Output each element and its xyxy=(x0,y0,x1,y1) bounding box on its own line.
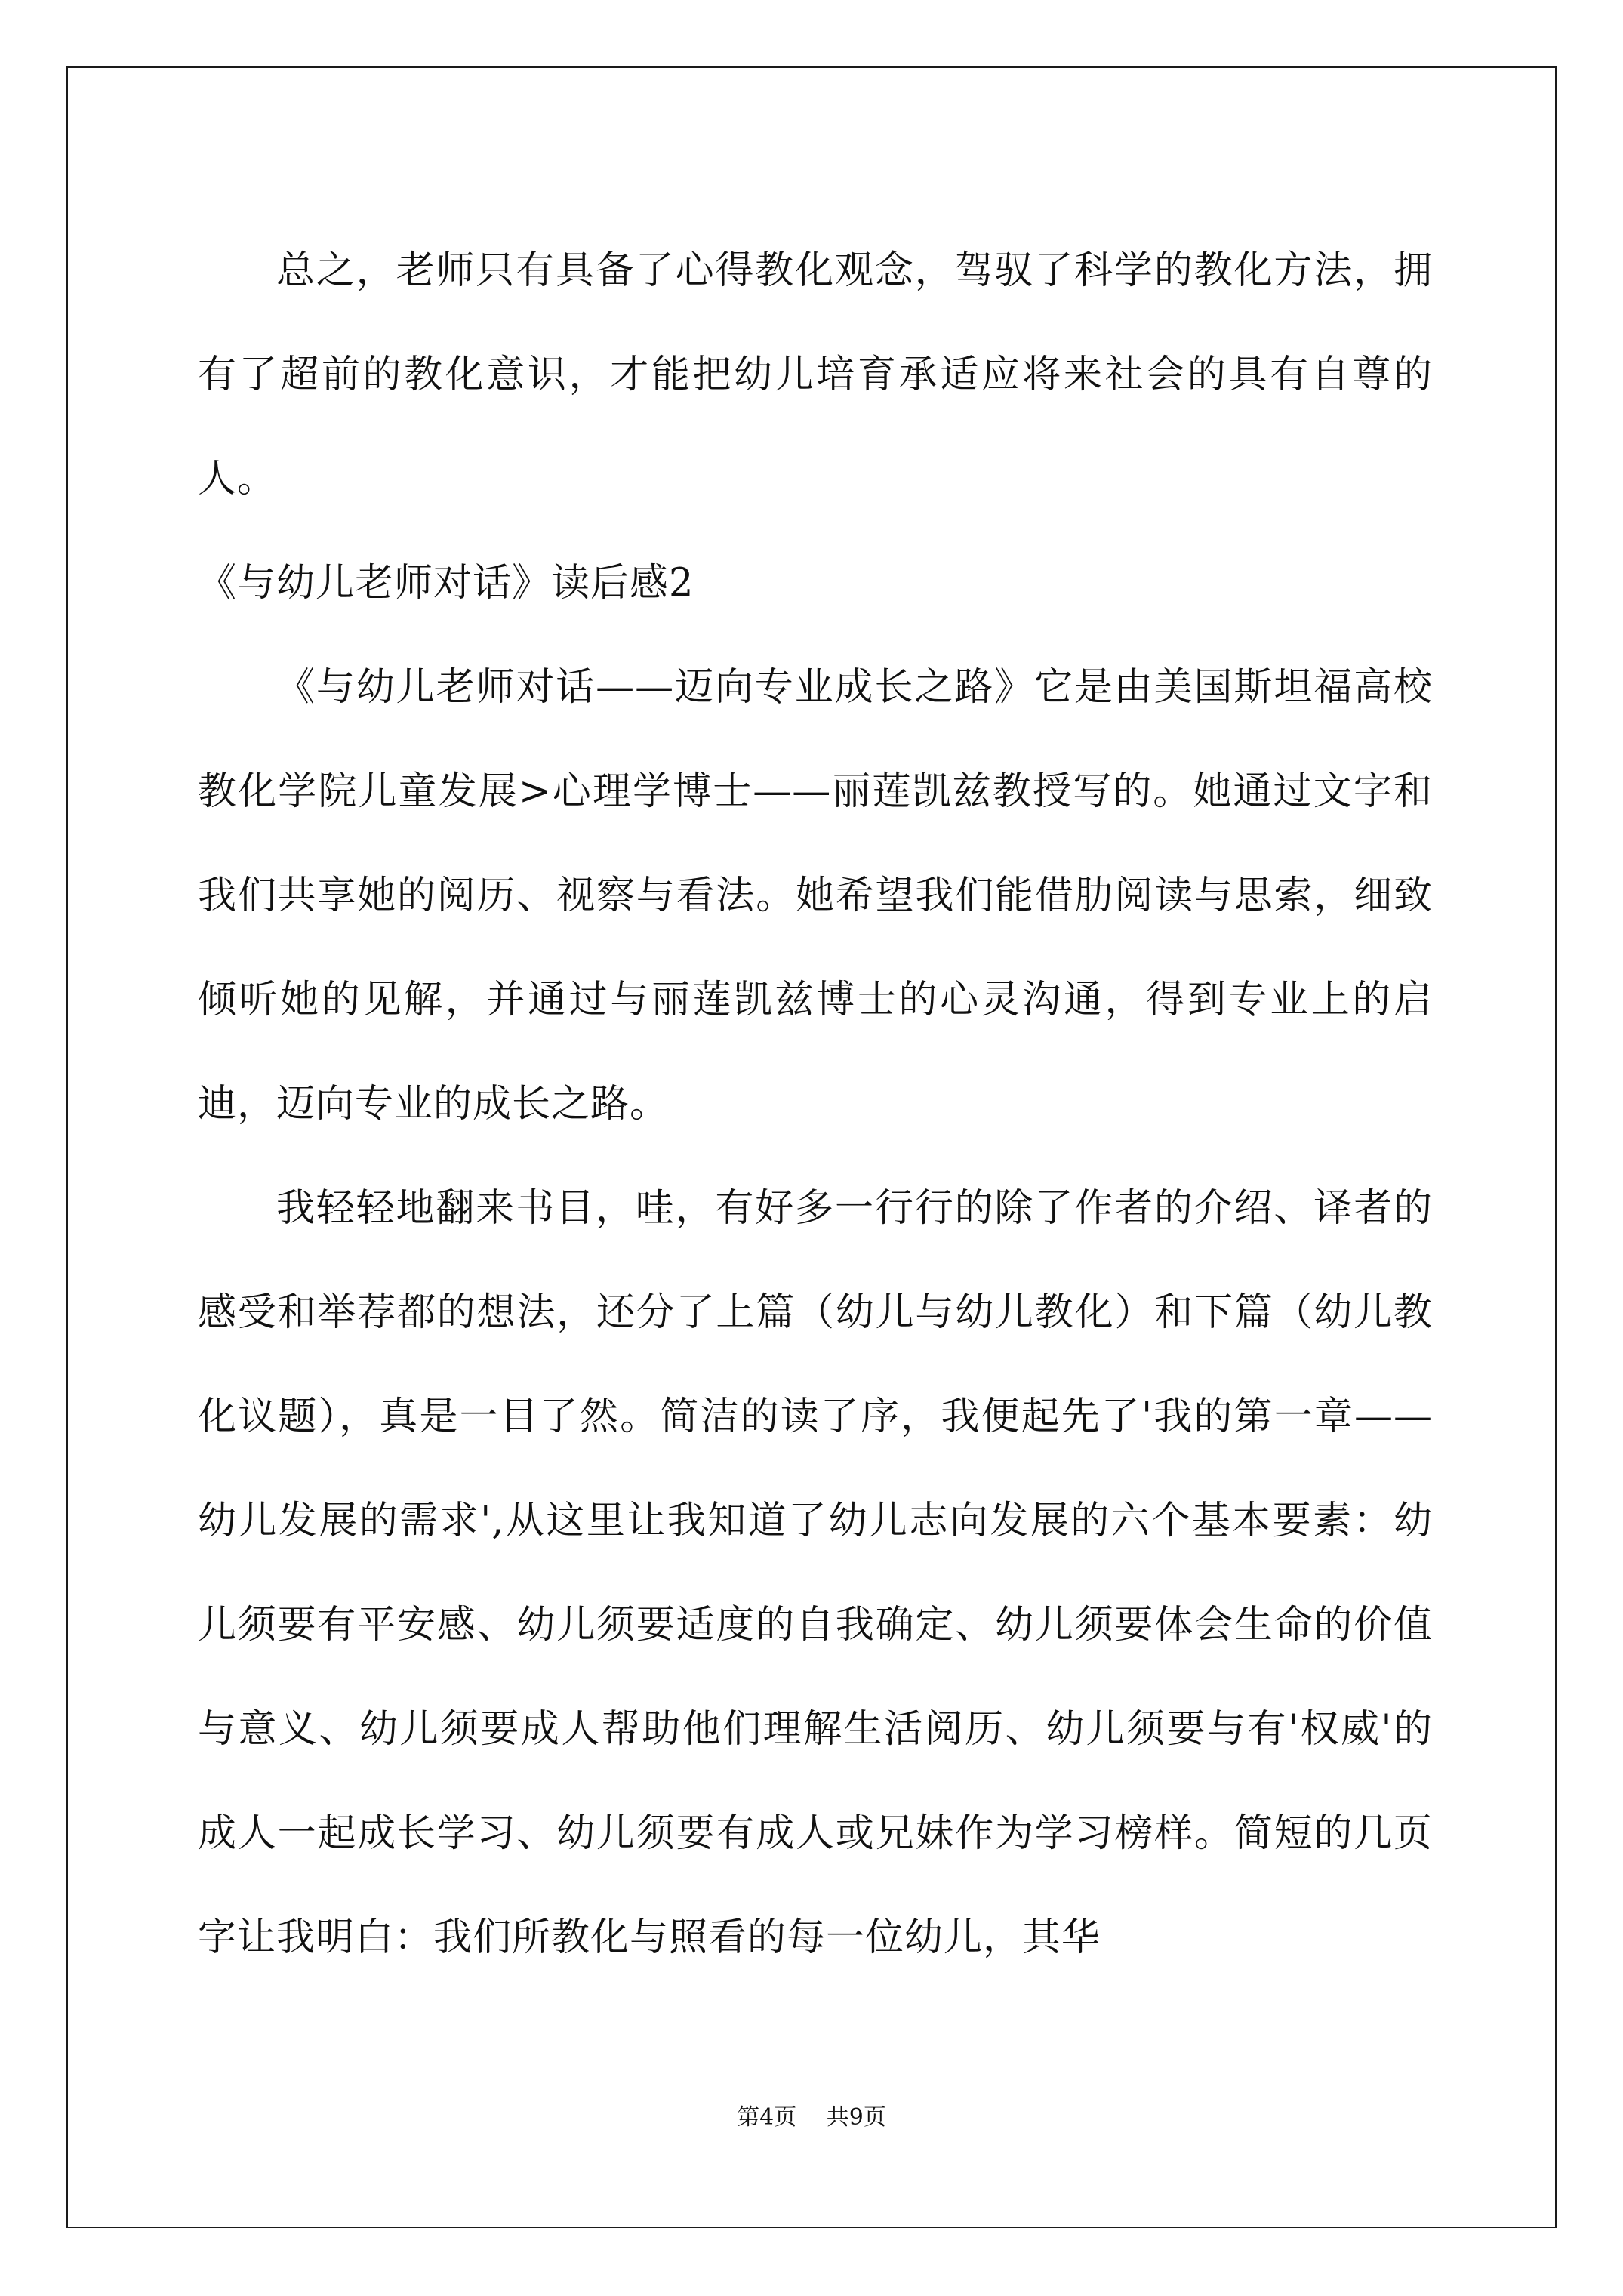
page-total: 共9页 xyxy=(826,2104,886,2131)
page-number: 第4页 xyxy=(737,2104,797,2131)
paragraph-book-intro: 《与幼儿老师对话——迈向专业成长之路》它是由美国斯坦福高校教化学院儿童发展>心理学博士——丽莲凯兹教授写的。她通过文字和我们共享她的阅历、视察与看法。她希望我们能借肋阅读与思索，细致倾听她的见解，并通过与丽莲凯兹博士的心灵沟通，得到专业上的启迪，迈向专业的成长之路。 xyxy=(198,665,1433,1126)
section-heading: 《与幼儿老师对话》读后感2 xyxy=(198,561,694,606)
page-footer xyxy=(0,2103,1623,2133)
paragraph-conclusion: 总之，老师只有具备了心得教化观念，驾驭了科学的教化方法，拥有了超前的教化意识，才能把幼儿培育承适应将来社会的具有自尊的人。 xyxy=(198,248,1433,501)
document-body xyxy=(198,219,1433,1990)
paragraph-reading-notes: 我轻轻地翻来书目，哇，有好多一行行的除了作者的介绍、译者的感受和举荐都的想法，还分了上篇（幼儿与幼儿教化）和下篇（幼儿教化议题），真是一目了然。简洁的读了序，我便起先了'我的第一章——幼儿发展的需求',从这里让我知道了幼儿志向发展的六个基本要素：幼儿须要有平安感、幼儿须要适度的自我确定、幼儿须要体会生命的价值与意义、幼儿须要成人帮助他们理解生活阅历、幼儿须要与有'权威'的成人一起成长学习、幼儿须要有成人或兄妹作为学习榜样。简短的几页字让我明白：我们所教化与照看的每一位幼儿，其华 xyxy=(198,1186,1433,1960)
